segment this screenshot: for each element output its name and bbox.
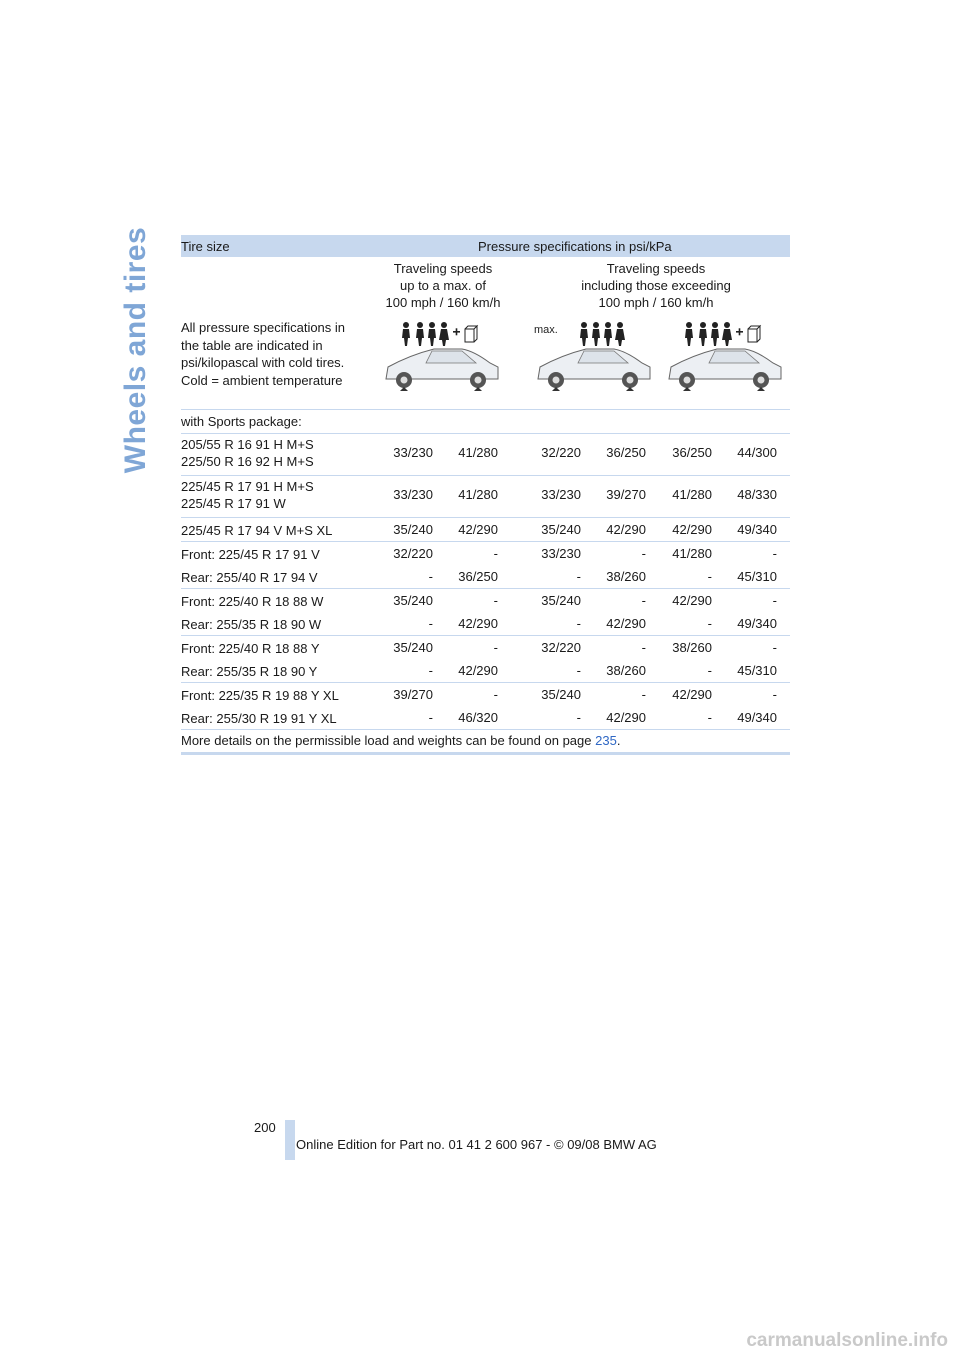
pressure-cell: 42/290 [606, 710, 646, 725]
pressure-cell: 35/240 [393, 593, 433, 608]
pressure-cell: 42/290 [606, 616, 646, 631]
speed-group-up-to-100: Traveling speeds up to a max. of 100 mph / 160 km/h [385, 261, 501, 310]
pressure-cell: 32/220 [541, 640, 581, 655]
pressure-cell: - [428, 710, 433, 725]
pressure-cell: - [576, 616, 581, 631]
table-header [181, 235, 790, 257]
pressure-cell: - [428, 616, 433, 631]
pressure-cell: 39/270 [606, 487, 646, 502]
section-sports-package: with Sports package: [181, 410, 790, 434]
table-row [181, 518, 790, 542]
pressure-cell: 46/320 [458, 710, 498, 725]
tire-size-cell: 225/45 R 17 91 H M+S 225/45 R 17 91 W [181, 479, 314, 511]
pressure-cell: - [772, 687, 777, 702]
pressure-cell: - [772, 546, 777, 561]
tire-size-cell: Rear: 255/30 R 19 91 Y XL [181, 711, 337, 726]
pressure-cell: - [428, 663, 433, 678]
tire-size-cell: Front: 225/40 R 18 88 Y [181, 641, 320, 656]
watermark: carmanualsonline.info [746, 1330, 948, 1351]
table-row [181, 434, 790, 476]
pressure-cell: 39/270 [393, 687, 433, 702]
speed-group-exceeding-100: Traveling speeds including those exceeding 100 mph / 160 km/h [581, 261, 731, 310]
pressure-cell: - [428, 569, 433, 584]
pressure-cell: 36/250 [606, 445, 646, 460]
pressure-cell: - [772, 593, 777, 608]
car-full-load-icon [380, 319, 502, 397]
pressure-cell: 38/260 [606, 663, 646, 678]
table-row [181, 589, 790, 612]
pressure-cell: 49/340 [737, 710, 777, 725]
car-full-load-luggage-icon [663, 319, 785, 397]
pressure-cell: - [772, 640, 777, 655]
pressure-cell: 44/300 [737, 445, 777, 460]
pressure-cell: 42/290 [458, 663, 498, 678]
pressure-cell: - [493, 593, 498, 608]
pressure-cell: 49/340 [737, 522, 777, 537]
pressure-cell: 33/230 [393, 445, 433, 460]
pressure-cell: 41/280 [458, 487, 498, 502]
pressure-cell: - [707, 569, 712, 584]
tire-size-cell: Front: 225/45 R 17 91 V [181, 547, 320, 562]
table-row [181, 612, 790, 636]
pressure-cell: - [493, 687, 498, 702]
pressure-cell: 42/290 [672, 593, 712, 608]
pressure-cell: 32/220 [393, 546, 433, 561]
load-icons-row [181, 309, 790, 410]
pressure-cell: - [576, 663, 581, 678]
footer-edition-text: Online Edition for Part no. 01 41 2 600 967 - © 09/08 BMW AG [296, 1137, 657, 1152]
tire-size-cell: Rear: 255/35 R 18 90 Y [181, 664, 318, 679]
pressure-cell: - [493, 640, 498, 655]
pressure-cell: 42/290 [672, 687, 712, 702]
pressure-cell: - [641, 546, 646, 561]
pressure-cell: 32/220 [541, 445, 581, 460]
pressure-cell: - [707, 710, 712, 725]
pressure-cell: 38/260 [672, 640, 712, 655]
pressure-cell: 33/230 [541, 546, 581, 561]
col-tire-size-header: Tire size [181, 239, 230, 254]
table-row [181, 565, 790, 589]
pressure-cell: - [641, 640, 646, 655]
pressure-cell: - [707, 616, 712, 631]
pressure-cell: 33/230 [393, 487, 433, 502]
pressure-cell: 41/280 [672, 546, 712, 561]
tire-pressure-table [181, 235, 790, 755]
table-row [181, 542, 790, 565]
speed-groups [181, 257, 790, 309]
pressure-cell: 49/340 [737, 616, 777, 631]
pressure-cell: 42/290 [672, 522, 712, 537]
pressure-cell: 45/310 [737, 663, 777, 678]
pressure-cell: 35/240 [393, 640, 433, 655]
table-row [181, 659, 790, 683]
tire-size-cell: Rear: 255/40 R 17 94 V [181, 570, 318, 585]
table-row [181, 636, 790, 659]
tire-size-cell: 205/55 R 16 91 H M+S 225/50 R 16 92 H M+S [181, 437, 314, 469]
pressure-cell: 33/230 [541, 487, 581, 502]
pressure-cell: 38/260 [606, 569, 646, 584]
footer-accent-bar [285, 1120, 295, 1160]
pressure-cell: 42/290 [606, 522, 646, 537]
tire-size-cell: Front: 225/35 R 19 88 Y XL [181, 688, 339, 703]
max-load-label: max. [534, 324, 558, 336]
pressure-cell: 35/240 [393, 522, 433, 537]
cold-tire-note: All pressure specifications in the table are indicated in psi/kilopascal with cold tires. Cold = ambient temperature [181, 320, 346, 388]
pressure-cell: 36/250 [672, 445, 712, 460]
table-row [181, 476, 790, 518]
pressure-cell: 35/240 [541, 593, 581, 608]
pressure-cell: 42/290 [458, 522, 498, 537]
pressure-cell: 36/250 [458, 569, 498, 584]
pressure-cell: 45/310 [737, 569, 777, 584]
page-number: 200 [254, 1120, 276, 1135]
tire-size-cell: Front: 225/40 R 18 88 W [181, 594, 324, 609]
side-section-title: Wheels and tires [119, 226, 152, 474]
pressure-cell: 42/290 [458, 616, 498, 631]
pressure-cell: - [576, 569, 581, 584]
pressure-cell: - [707, 663, 712, 678]
pressure-cell: 41/280 [458, 445, 498, 460]
pressure-cell: 35/240 [541, 522, 581, 537]
pressure-cell: 41/280 [672, 487, 712, 502]
page-reference-link[interactable]: 235 [595, 733, 617, 748]
pressure-cell: - [576, 710, 581, 725]
col-pressure-header: Pressure specifications in psi/kPa [478, 239, 672, 254]
pressure-cell: 35/240 [541, 687, 581, 702]
pressure-cell: - [641, 687, 646, 702]
tire-size-cell: Rear: 255/35 R 18 90 W [181, 617, 322, 632]
table-row [181, 706, 790, 730]
table-row [181, 683, 790, 706]
pressure-cell: 48/330 [737, 487, 777, 502]
tire-size-cell: 225/45 R 17 94 V M+S XL [181, 523, 333, 538]
pressure-cell: - [493, 546, 498, 561]
table-footnote: More details on the permissible load and weights can be found on page 235. [181, 730, 790, 755]
car-max-load-icon [532, 319, 654, 397]
pressure-cell: - [641, 593, 646, 608]
